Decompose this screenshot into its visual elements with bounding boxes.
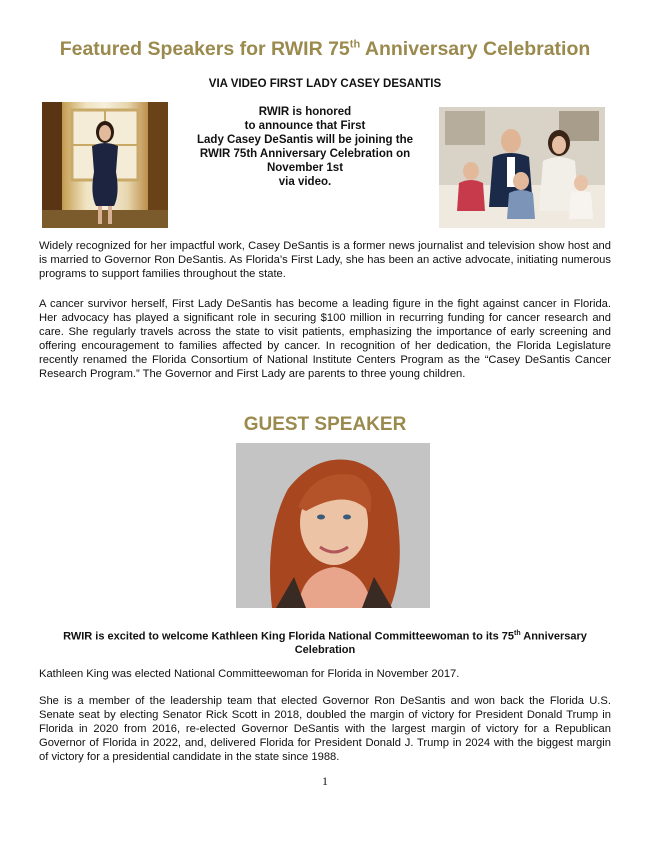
casey-cancer-advocacy-paragraph: A cancer survivor herself, First Lady DeSantis has become a leading figure in the fight against cancer in Florida. Her advocacy has played a significant role in securing $100 million in recurring funding for cancer research and care. She regularly travels across the state to visit patients, emphasizing the importance of early screening and offering encouragement to families affected by cancer. In recognition of her dedication, the Florida Legislature recently renamed the Florida Consortium of National Institute Centers Program as the “Casey DeSantis Cancer Research Program.” The Governor and First Lady are parents to three young children. [39,298,611,380]
family-illustration [439,107,605,228]
page-number: 1 [322,774,328,788]
page-title-superscript: th [349,38,361,51]
guest-welcome-text: RWIR is excited to welcome Kathleen King Florida National Committeewoman to its 75 [63,630,515,643]
portrait-illustration [42,102,168,228]
announcement-line: RWIR 75th Anniversary Celebration on [199,148,411,160]
desantis-family-photo [439,107,605,228]
page-title [0,38,650,61]
guest-welcome-end: Anniversary Celebration [294,630,587,656]
section-subtitle: VIA VIDEO FIRST LADY CASEY DESANTIS [208,78,442,90]
announcement-line: RWIR is honored [258,106,352,118]
page-title-end: Anniversary Celebration [360,38,591,60]
announcement-line: via video. [278,176,332,188]
announcement-text [180,105,430,189]
guest-welcome-line [40,627,610,657]
announcement-line: to announce that First [244,120,366,132]
kathleen-king-headshot-photo [236,443,430,608]
kathleen-election-paragraph: Kathleen King was elected National Committeewoman for Florida in November 2017. [39,668,460,680]
casey-desantis-portrait-photo [42,102,168,228]
casey-bio-paragraph: Widely recognized for her impactful work, Casey DeSantis is a former news journalist and television show host and is married to Governor Ron DeSantis. As Florida’s First Lady, she has been an active advocate, initiating numerous programs to support families throughout the state. [39,240,611,280]
guest-speaker-heading: GUEST SPEAKER [243,414,407,435]
page-title-text: Featured Speakers for RWIR 75 [59,38,350,60]
announcement-line: Lady Casey DeSantis will be joining the [197,134,413,146]
headshot-illustration [236,443,430,608]
kathleen-bio-paragraph: She is a member of the leadership team that elected Governor Ron DeSantis and won back the Florida U.S. Senate seat by electing Senator Rick Scott in 2018, doubled the margin of victory for President Donald Trump in Florida in 2020 from 2016, re-elected Governor DeSantis with the largest margin of victory for a Republican Governor of Florida in 2022, and, delivered Florida for President Donald J. Trump in 2024 with the biggest margin of victory for a presidential candidate in the state since 1988. [39,695,611,763]
guest-welcome-superscript: th [514,630,521,637]
announcement-line: November 1st [266,162,344,174]
